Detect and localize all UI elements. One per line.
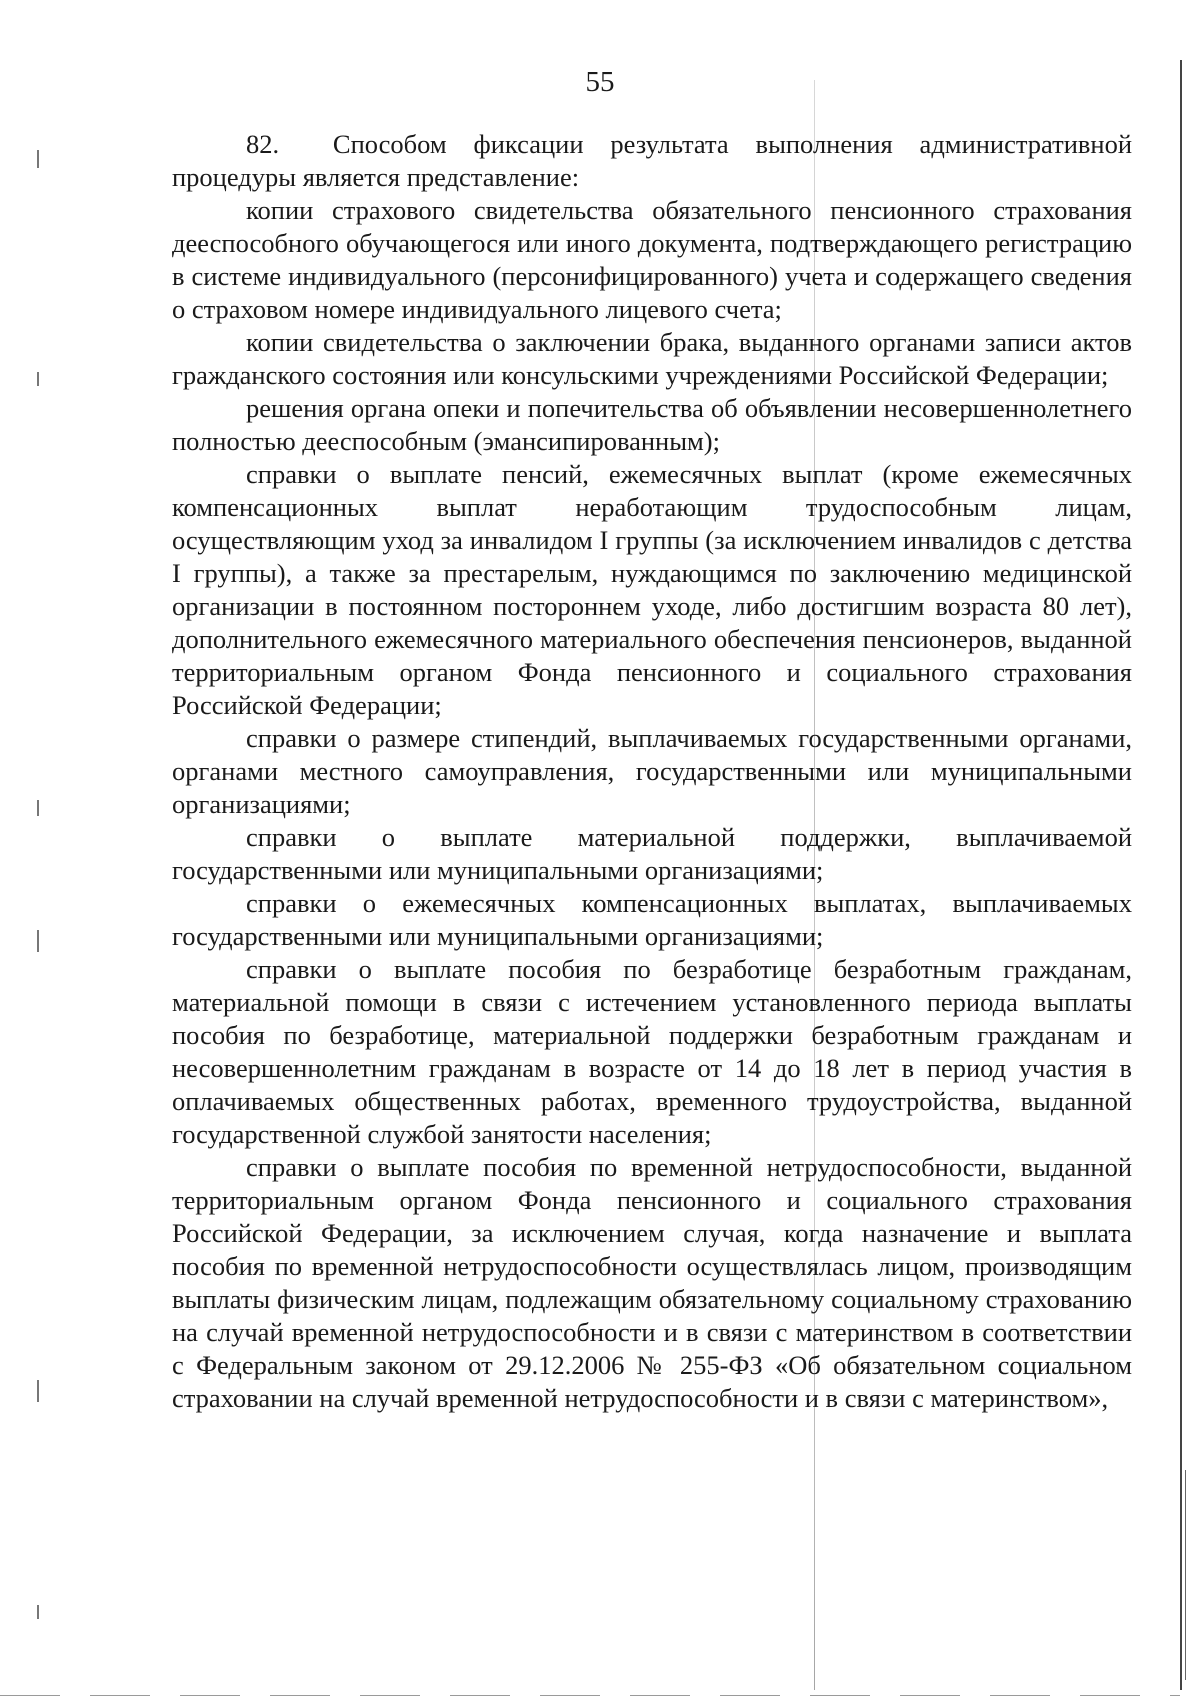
scan-right-edge-thin [1185,1470,1186,1680]
scan-left-mark [37,1605,39,1619]
scan-right-edge [1180,60,1182,1690]
scan-left-mark [37,1380,39,1402]
paragraph-pension-payments-certificate: справки о выплате пенсий, ежемесячных выплат (кроме ежемесячных компенсационных выплат неработающим трудоспособным лицам, осуществляющим уход за инвалидом I группы (за исключением инвалидов с детства I группы), а также за престарелым, нуждающимся по заключению медицинской организации в постоянном постороннем уходе, либо достигшим возраста 80 лет), дополнительного ежемесячного материального обеспечения пенсионеров, выданной территориальным органом Фонда пенсионного и социального страхования Российской Федерации; [172,459,1132,720]
scan-left-mark [37,930,39,952]
scan-left-mark [37,150,39,168]
paragraph-unemployment-benefit-certificate: справки о выплате пособия по безработице безработным гражданам, материальной помощи в связи с истечением установленного периода выплаты пособия по безработице, материальной поддержки безработным гражданам и несовершеннолетним гражданам в возрасте от 14 до 18 лет в период участия в оплачиваемых общественных работах, временного трудоустройства, выданной государственной службой занятости населения; [172,954,1132,1149]
scan-bottom-edge [0,1695,1180,1696]
paragraph-82-intro: 82. Способом фиксации результата выполнения административной процедуры является представление: [172,129,1132,192]
scan-left-mark [37,800,39,816]
paragraph-stipend-certificate: справки о размере стипендий, выплачиваемых государственными органами, органами местного самоуправления, государственными или муниципальными организациями; [172,723,1132,819]
scan-left-mark [37,372,39,386]
paragraph-marriage-certificate: копии свидетельства о заключении брака, выданного органами записи актов гражданского состояния или консульскими учреждениями Российской Федерации; [172,327,1132,390]
paragraph-disability-benefit-certificate: справки о выплате пособия по временной нетрудоспособности, выданной территориальным органом Фонда пенсионного и социального страхования Российской Федерации, за исключением случая, когда назначение и выплата пособия по временной нетрудоспособности осуществлялась лицом, производящим выплаты физическим лицам, подлежащим обязательному социальному страхованию на случай временной нетрудоспособности и в связи с материнством в соответствии с Федеральным законом от 29.12.2006 № 255-ФЗ «Об обязательном социальном страховании на случай временной нетрудоспособности и в связи с материнством», [172,1152,1132,1413]
paragraph-material-support-certificate: справки о выплате материальной поддержки, выплачиваемой государственными или муниципальными организациями; [172,822,1132,885]
paragraph-pension-insurance-certificate: копии страхового свидетельства обязательного пенсионного страхования дееспособного обучающегося или иного документа, подтверждающего регистрацию в системе индивидуального (персонифицированного) учета и содержащего сведения о страховом номере индивидуального лицевого счета; [172,195,1132,324]
document-body [172,128,1132,1415]
paragraph-compensation-payments-certificate: справки о ежемесячных компенсационных выплатах, выплачиваемых государственными или муниципальными организациями; [172,888,1132,951]
page-number: 55 [585,66,615,98]
paragraph-guardianship-decision: решения органа опеки и попечительства об объявлении несовершеннолетнего полностью дееспособным (эмансипированным); [172,393,1132,456]
